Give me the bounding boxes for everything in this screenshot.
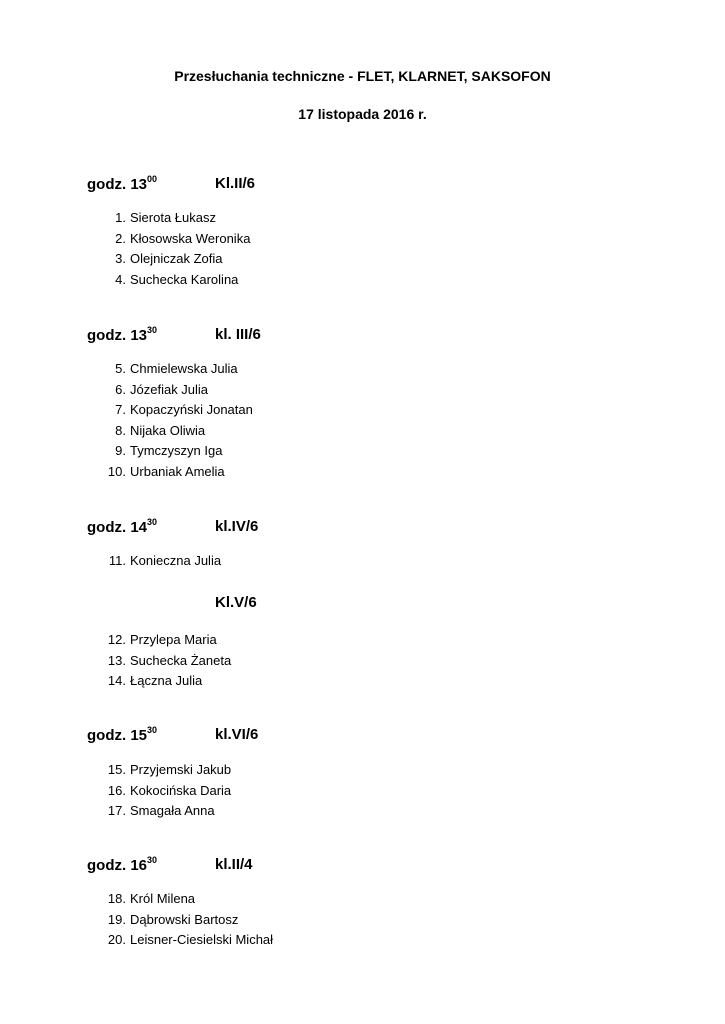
- time-hour: godz. 16: [87, 857, 148, 874]
- section-class-label: kl.VI/6: [215, 726, 259, 743]
- time-hour: godz. 15: [87, 727, 148, 744]
- entry-name: Kokocińska Daria: [130, 782, 232, 798]
- entry-name: Kłosowska Weronika: [130, 230, 251, 246]
- entry-number: 1.: [115, 210, 126, 225]
- entry-number: 6.: [115, 381, 126, 397]
- entry-name: Król Milena: [130, 891, 196, 906]
- entry-number: 8.: [115, 422, 126, 438]
- section-class-label: Kl.V/6: [215, 594, 257, 611]
- section-time: [87, 326, 157, 344]
- document-date: 17 listopada 2016 r.: [298, 106, 427, 122]
- entry-name: Sierota Łukasz: [130, 210, 216, 225]
- entry-number: 19.: [107, 911, 126, 927]
- entry-number: 2.: [115, 230, 126, 246]
- entry-number: 14.: [107, 673, 126, 688]
- entry-name: Tymczyszyn Iga: [130, 443, 223, 458]
- entry-name: Leisner-Ciesielski Michał: [130, 932, 274, 947]
- entry-name: Urbaniak Amelia: [130, 463, 225, 479]
- time-minutes: 30: [147, 725, 158, 735]
- entry-number: 13.: [107, 652, 126, 668]
- entry-name: Józefiak Julia: [130, 381, 209, 397]
- entry-number: 7.: [115, 402, 126, 417]
- entry-name: Przyjemski Jakub: [130, 762, 232, 777]
- entry-name: Olejniczak Zofia: [130, 251, 223, 266]
- time-minutes: 30: [147, 325, 158, 335]
- time-minutes: 30: [147, 855, 158, 865]
- entry-number: 3.: [115, 251, 126, 266]
- entry-number: 11.: [108, 553, 126, 568]
- entry-name: Suchecka Karolina: [130, 271, 239, 287]
- entry-name: Smagała Anna: [130, 803, 215, 818]
- entry-number: 5.: [115, 361, 126, 376]
- entry-number: 20.: [107, 932, 126, 947]
- entry-name: Przylepa Maria: [130, 632, 217, 647]
- time-hour: godz. 13: [87, 327, 148, 344]
- entry-name: Nijaka Oliwia: [130, 422, 206, 438]
- section-time: [87, 175, 157, 193]
- section-class-label: kl.II/4: [215, 856, 253, 873]
- section-class-label: kl.IV/6: [215, 518, 259, 535]
- entry-number: 18.: [107, 891, 126, 906]
- entry-number: 12.: [107, 632, 126, 647]
- section-class-label: kl. III/6: [215, 326, 261, 343]
- entry-number: 15.: [107, 762, 126, 777]
- time-hour: godz. 13: [87, 176, 148, 193]
- entry-name: Łączna Julia: [130, 673, 203, 688]
- time-hour: godz. 14: [87, 519, 148, 536]
- entry-number: 9.: [115, 443, 126, 458]
- document-title: Przesłuchania techniczne - FLET, KLARNET, SAKSOFON: [174, 68, 551, 84]
- entry-name: Kopaczyński Jonatan: [130, 402, 253, 417]
- entry-number: 4.: [115, 271, 126, 287]
- entry-number: 10.: [107, 463, 126, 479]
- time-minutes: 00: [147, 174, 158, 184]
- section-time: [87, 856, 157, 874]
- entry-name: Chmielewska Julia: [130, 361, 238, 376]
- section-time: [87, 518, 157, 536]
- entry-name: Konieczna Julia: [130, 553, 222, 568]
- section-class-label: Kl.II/6: [215, 175, 256, 192]
- entry-number: 16.: [107, 782, 126, 798]
- entry-name: Suchecka Żaneta: [130, 652, 232, 668]
- entry-number: 17.: [107, 803, 126, 818]
- time-minutes: 30: [147, 517, 158, 527]
- entry-name: Dąbrowski Bartosz: [130, 911, 239, 927]
- section-time: [87, 726, 157, 744]
